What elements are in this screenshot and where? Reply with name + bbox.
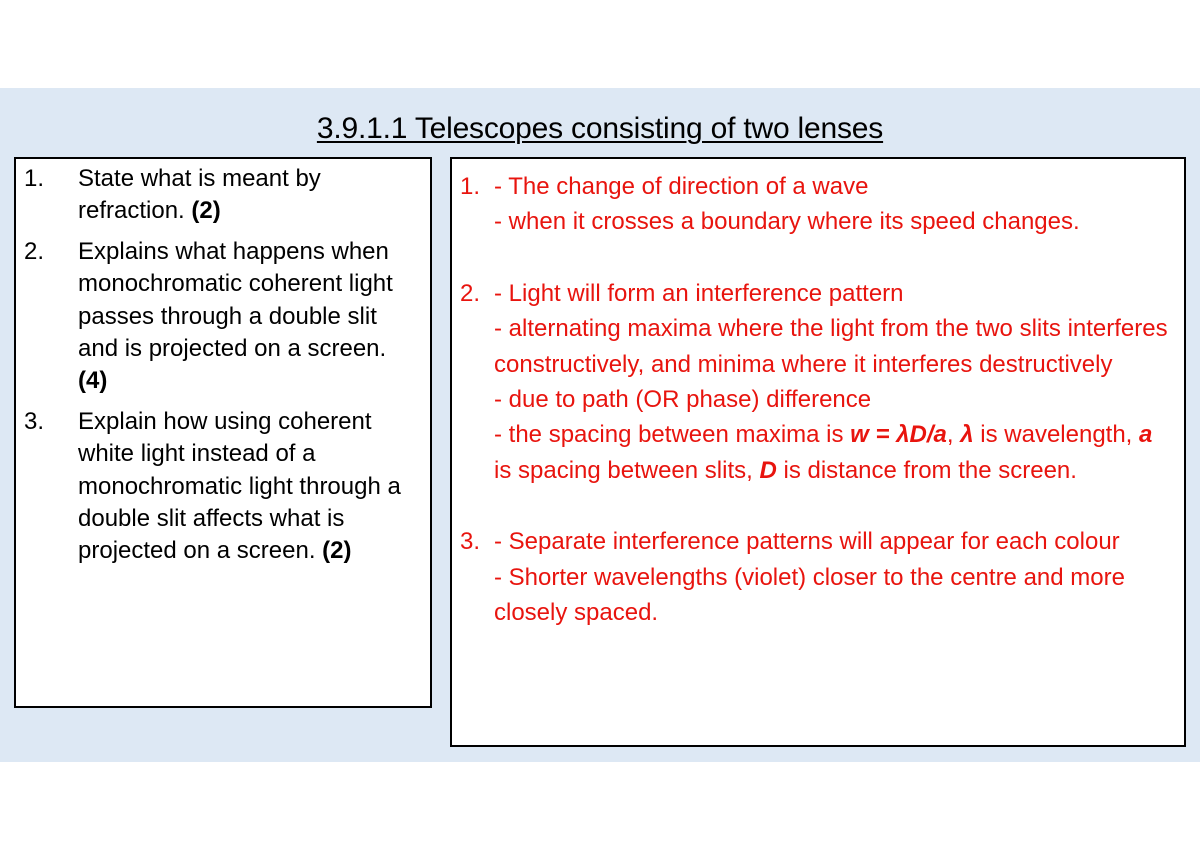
question-body: Explain how using coherent white light instead of a monochromatic light through a double slit affects what is projected on a screen. <box>78 407 401 565</box>
questions-box <box>14 157 432 708</box>
answer-text <box>494 169 1176 240</box>
formula-intro: - the spacing between maxima is <box>494 421 851 449</box>
symbol-d: D <box>759 456 777 484</box>
question-number: 2. <box>24 237 45 265</box>
slide-title: 3.9.1.1 Telescopes consisting of two lenses <box>316 112 884 145</box>
answer-line: - Separate interference patterns will appear for each colour <box>494 528 1120 556</box>
answer-number: 2. <box>460 279 481 307</box>
symbol-lambda: λ <box>960 421 974 449</box>
question-number: 3. <box>24 407 45 435</box>
answer-number: 3. <box>460 528 481 556</box>
question-text <box>78 236 422 398</box>
answer-line: - The change of direction of a wave <box>494 173 869 200</box>
question-body: Explains what happens when monochromatic coherent light passes through a double slit and is projected on a screen. <box>78 237 393 363</box>
lambda-definition: is wavelength, <box>973 421 1140 449</box>
answer-line-formula <box>494 417 1176 488</box>
answer-text <box>494 276 1176 488</box>
answer-line: - Light will form an interference pattern <box>494 279 904 307</box>
answer-3 <box>460 524 1176 630</box>
question-marks: (4) <box>78 367 108 395</box>
question-1 <box>24 163 422 228</box>
question-2 <box>24 236 422 398</box>
answer-1 <box>460 169 1176 240</box>
answer-line: - alternating maxima where the light from the two slits interferes constructively, and minima where it interferes destructively <box>494 315 1168 378</box>
separator: , <box>946 421 961 449</box>
question-text <box>78 406 422 568</box>
question-text <box>78 163 422 228</box>
formula: w = λD/a <box>850 421 947 449</box>
question-3 <box>24 406 422 568</box>
d-definition: is distance from the screen. <box>776 456 1077 484</box>
question-list <box>24 163 422 568</box>
answers-box <box>450 157 1186 747</box>
symbol-a: a <box>1139 421 1153 449</box>
question-body: State what is meant by refraction. <box>78 165 321 225</box>
answer-list <box>460 169 1176 630</box>
question-marks: (2) <box>191 197 221 225</box>
question-number: 1. <box>24 165 45 192</box>
answer-line: - due to path (OR phase) difference <box>494 386 872 414</box>
answer-line: - when it crosses a boundary where its speed changes. <box>494 208 1080 236</box>
answer-number: 1. <box>460 173 481 200</box>
answer-line: - Shorter wavelengths (violet) closer to the centre and more closely spaced. <box>494 563 1125 627</box>
question-marks: (2) <box>322 537 352 565</box>
answer-text <box>494 524 1176 630</box>
answer-2 <box>460 276 1176 488</box>
a-definition: is spacing between slits, <box>494 456 760 484</box>
